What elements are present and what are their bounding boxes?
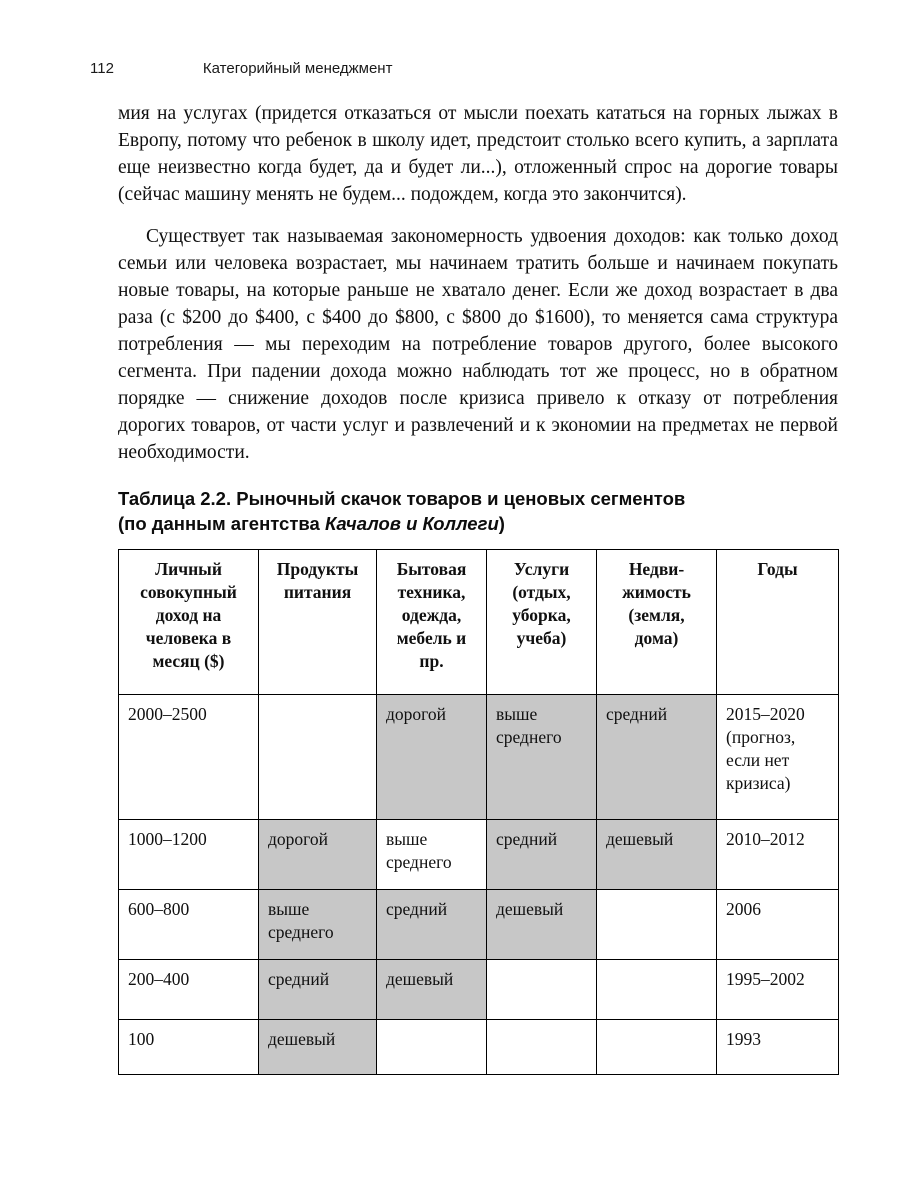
table-cell: средний xyxy=(259,960,377,1020)
col-header-years: Годы xyxy=(717,550,839,695)
table-caption-line1: Таблица 2.2. Рыночный скачок товаров и ценовых сегментов xyxy=(118,488,686,509)
col-header-income: Личный совокупный доход на человека в месяц ($) xyxy=(119,550,259,695)
market-jump-table xyxy=(118,549,839,1075)
table-row xyxy=(119,890,839,960)
table-cell: 1000–1200 xyxy=(119,820,259,890)
table-cell: 600–800 xyxy=(119,890,259,960)
page-number: 112 xyxy=(90,60,114,77)
table-cell xyxy=(597,960,717,1020)
table-cell xyxy=(377,1020,487,1075)
table-cell: 1995–2002 xyxy=(717,960,839,1020)
table-header-row xyxy=(119,550,839,695)
table-cell: 200–400 xyxy=(119,960,259,1020)
table-cell: 100 xyxy=(119,1020,259,1075)
col-header-real-estate: Недвижимость (земля, дома) xyxy=(597,550,717,695)
table-cell: средний xyxy=(597,695,717,820)
table-cell: выше среднего xyxy=(377,820,487,890)
table-cell: 2015–2020 (прогноз, если нет кризиса) xyxy=(717,695,839,820)
paragraph-2: Существует так называемая закономерность удвоения доходов: как только доход семьи или человека возрастает, мы начинаем тратить больше и начинаем покупать новые товары, на которые раньше не хватало денег. Если же доход возрастает в два раза (с $200 до $400, с $400 до $800, с $800 до $1600), то меняется сама структура потребления — мы переходим на потребление товаров другого, более высокого сегмента. При падении дохода можно наблюдать тот же процесс, но в обратном порядке — снижение доходов после кризиса привело к отказу от потребления дорогих товаров, от части услуг и развлечений и к экономии на предметах не первой необходимости. xyxy=(118,226,838,463)
col-header-services: Услуги (отдых, уборка, учеба) xyxy=(487,550,597,695)
table-caption-line2-prefix: (по данным агентства xyxy=(118,513,325,534)
table-row xyxy=(119,960,839,1020)
table-cell: дешевый xyxy=(377,960,487,1020)
table-row xyxy=(119,695,839,820)
table-row xyxy=(119,820,839,890)
table-cell xyxy=(487,960,597,1020)
table-row xyxy=(119,1020,839,1075)
page-body xyxy=(118,100,838,1075)
table-cell: 2006 xyxy=(717,890,839,960)
table-cell xyxy=(597,1020,717,1075)
table-cell xyxy=(487,1020,597,1075)
table-cell: средний xyxy=(377,890,487,960)
table-caption-line2-suffix: ) xyxy=(498,513,505,534)
table-cell: выше среднего xyxy=(259,890,377,960)
table-caption-agency-name: Качалов и Коллеги xyxy=(324,513,499,534)
col-header-food: Продукты питания xyxy=(259,550,377,695)
table-cell: 2000–2500 xyxy=(119,695,259,820)
table-cell: дорогой xyxy=(259,820,377,890)
paragraph-1: мия на услугах (придется отказаться от мысли поехать кататься на горных лыжах в Европу, потому что ребенок в школу идет, предстоит столько всего купить, а зарплата еще неизвестно когда будет, да и будет ли...), отложенный спрос на дорогие товары (сейчас машину менять не будем... подождем, когда это закончится). xyxy=(118,103,838,205)
table-cell: выше среднего xyxy=(487,695,597,820)
col-header-appliances: Бытовая техника, одежда, мебель и пр. xyxy=(377,550,487,695)
table-caption xyxy=(118,486,838,536)
table-cell: дешевый xyxy=(597,820,717,890)
table-cell xyxy=(597,890,717,960)
table-cell: дешевый xyxy=(487,890,597,960)
table-cell: средний xyxy=(487,820,597,890)
table-cell xyxy=(259,695,377,820)
page-header xyxy=(90,60,923,77)
table-cell: 2010–2012 xyxy=(717,820,839,890)
table-cell: дешевый xyxy=(259,1020,377,1075)
table-cell: дорогой xyxy=(377,695,487,820)
running-title: Категорийный менеджмент xyxy=(202,60,393,77)
table-cell: 1993 xyxy=(717,1020,839,1075)
